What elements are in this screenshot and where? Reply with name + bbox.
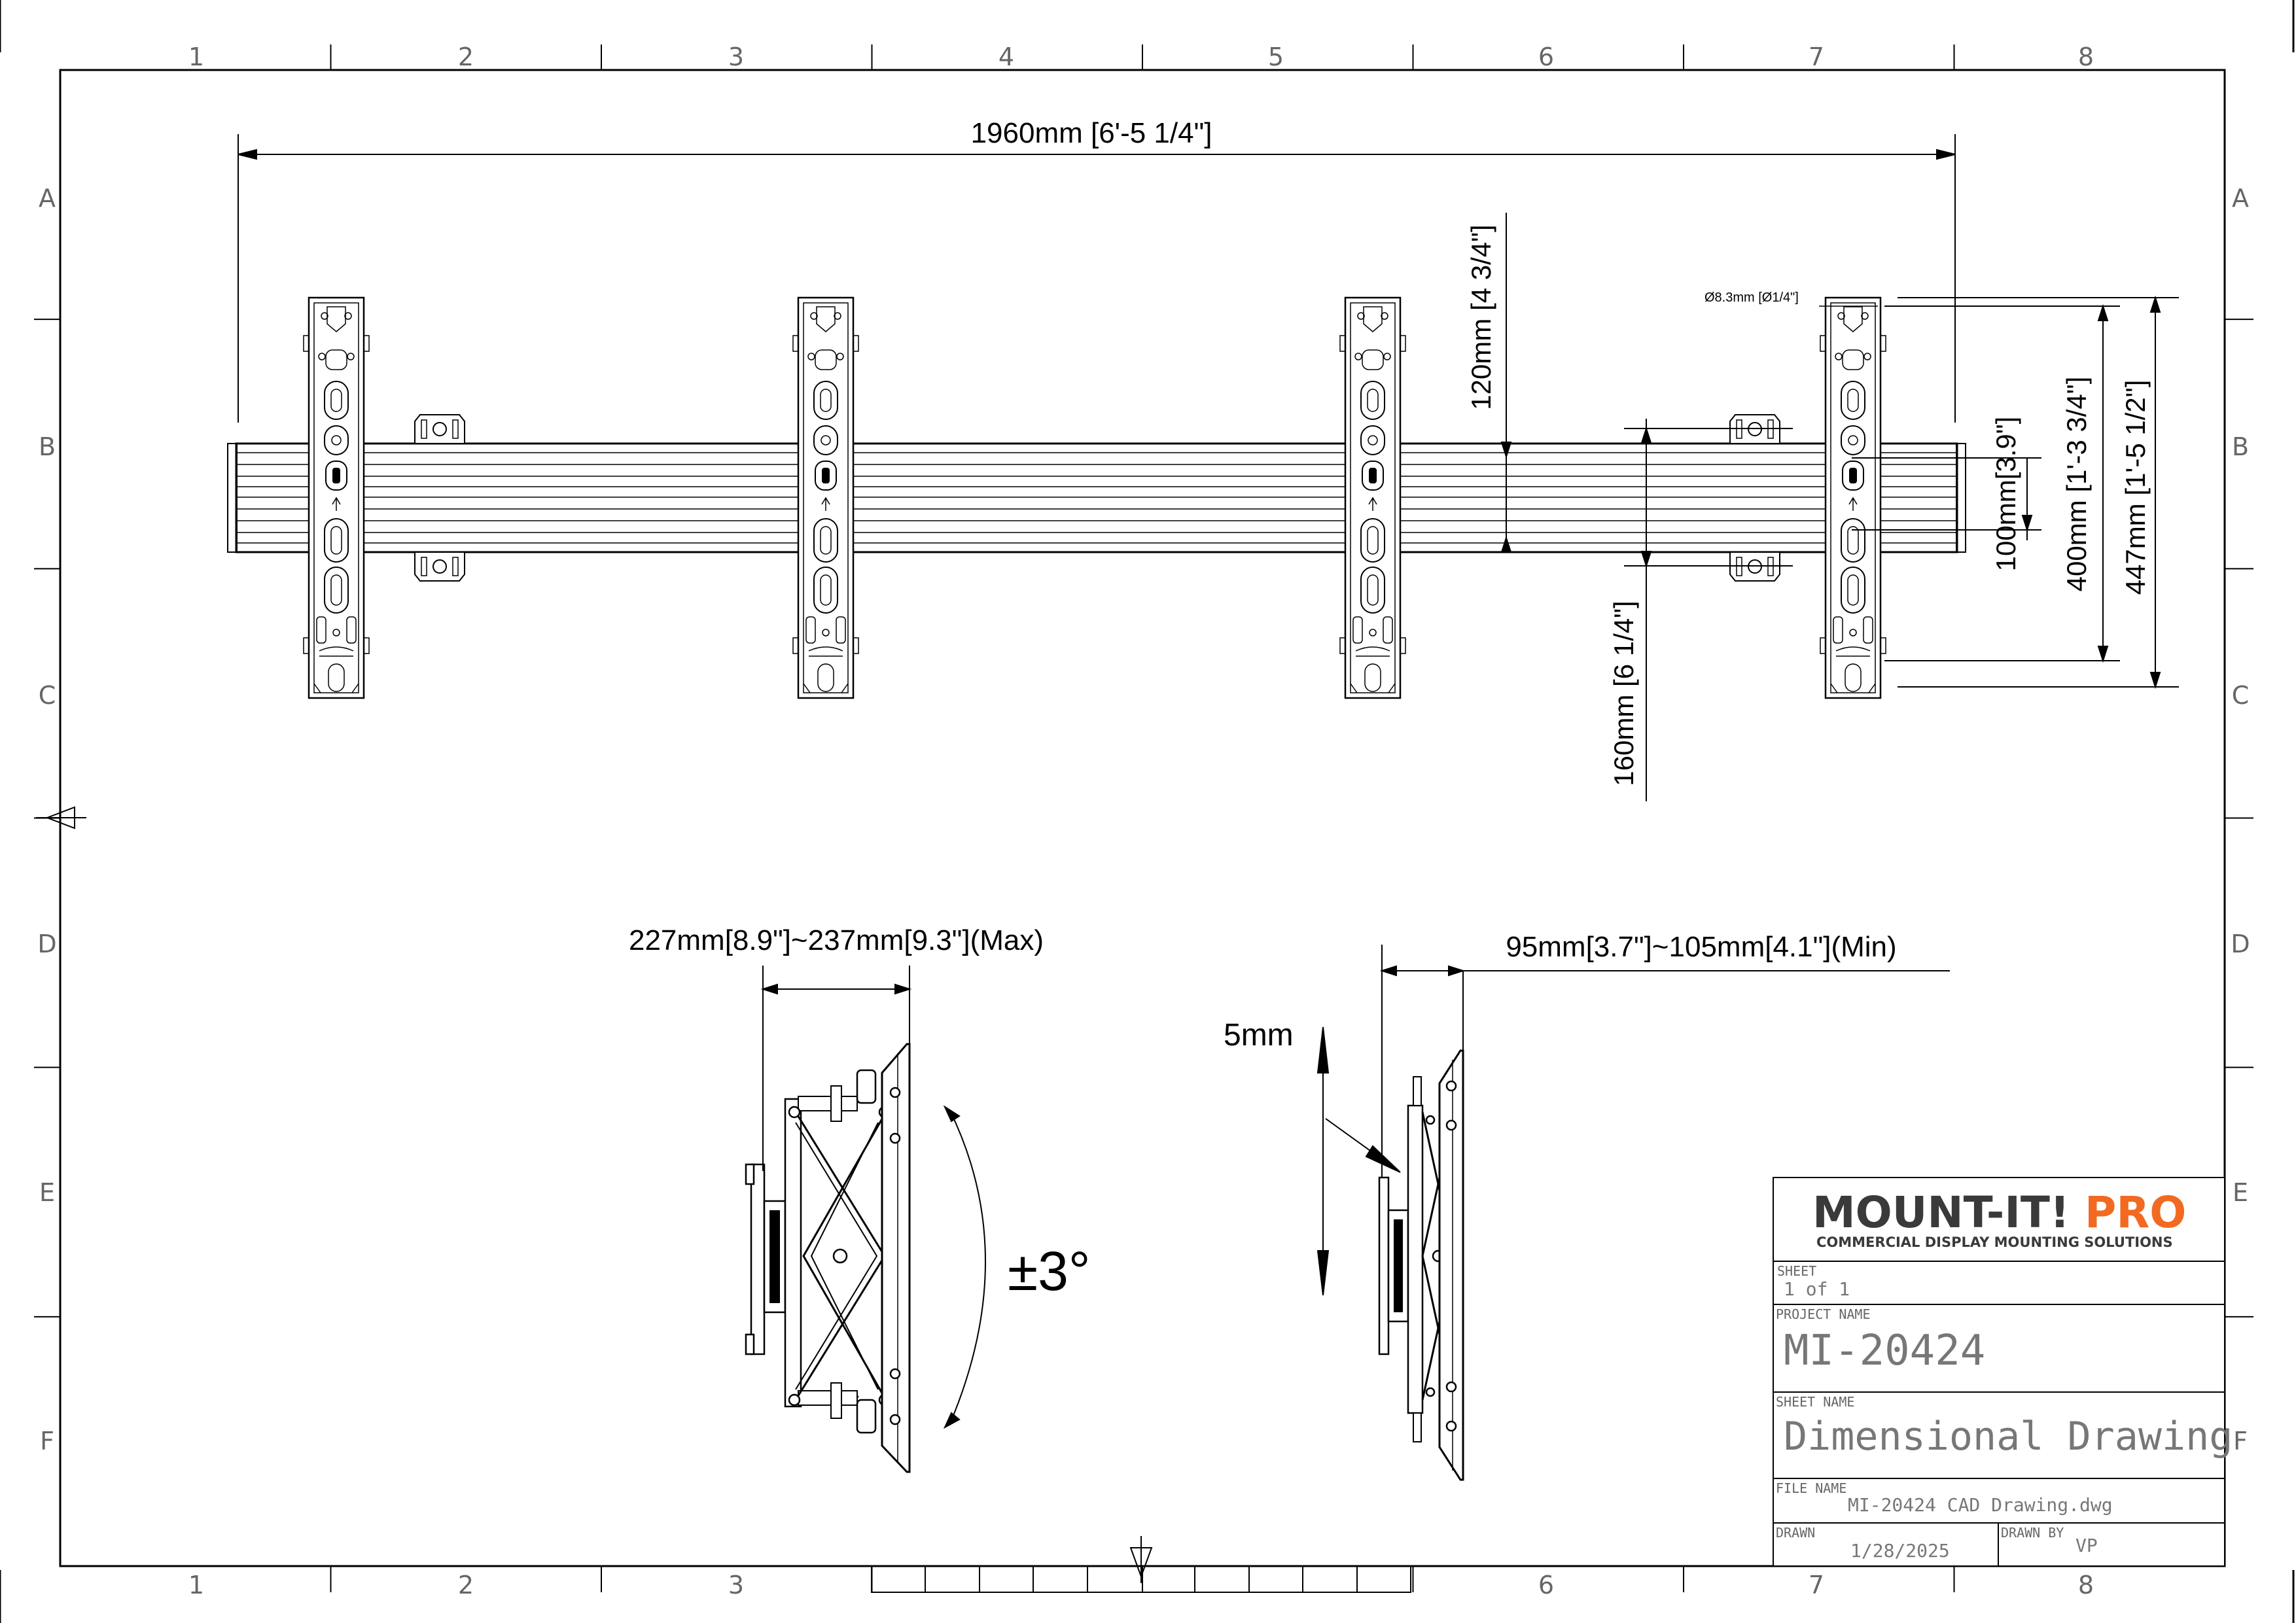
grid-col-8: 8: [2077, 43, 2094, 71]
grid-row-f: F: [40, 1427, 54, 1456]
grid-col-4: 4: [998, 43, 1015, 71]
overall-width-label: 1960mm [6'-5 1/4"]: [970, 117, 1212, 149]
grid-col-7: 7: [1808, 1571, 1825, 1599]
sheet-name-value: Dimensional Drawing: [1784, 1414, 2233, 1459]
grid-col-3: 3: [728, 1571, 745, 1599]
vertical-bracket: [793, 298, 858, 698]
grid-row-d: D: [37, 930, 57, 958]
grid-row-d: D: [2231, 930, 2250, 958]
front-view: [228, 298, 1966, 698]
sheet-value: 1 of 1: [1784, 1278, 1850, 1300]
sheet-caption: SHEET: [1777, 1263, 1817, 1279]
drawn-date-value: 1/28/2025: [1850, 1540, 1950, 1562]
grid-col-6: 6: [1538, 43, 1555, 71]
depth-max-label: 227mm[8.9"]~237mm[9.3"](Max): [628, 924, 1044, 956]
grid-col-2: 2: [457, 43, 474, 71]
grid-row-e: E: [39, 1178, 56, 1207]
bracket-height-label: 447mm [1'-5 1/2"]: [2120, 379, 2151, 595]
vertical-bracket: [304, 298, 369, 698]
drawn-caption: DRAWN: [1776, 1525, 1816, 1541]
grid-col-7: 7: [1808, 43, 1825, 71]
grid-col-6: 6: [1538, 1571, 1555, 1599]
hole-diameter-label: Ø8.3mm [Ø1/4"]: [1704, 290, 1799, 305]
file-name-value: MI-20424 CAD Drawing.dwg: [1848, 1494, 2113, 1516]
side-view-max-extension: [746, 1044, 910, 1472]
drawn-by-value: VP: [2075, 1535, 2098, 1556]
brand-accent: PRO: [2085, 1187, 2187, 1238]
title-block: [1773, 1178, 2233, 1566]
dimension-labels-side-max: [629, 924, 1090, 1302]
depth-min-label: 95mm[3.7"]~105mm[4.1"](Min): [1506, 931, 1897, 963]
grid-col-8: 8: [2077, 1571, 2094, 1599]
micro-adjust-label: 5mm: [1224, 1018, 1294, 1053]
vertical-bracket: [1820, 298, 1886, 698]
project-name-caption: PROJECT NAME: [1776, 1306, 1871, 1322]
grid-col-3: 3: [728, 43, 745, 71]
rail-clip: [415, 552, 465, 581]
vertical-bracket: [1340, 298, 1405, 698]
sheet-name-caption: SHEET NAME: [1776, 1394, 1855, 1410]
grid-col-1: 1: [188, 43, 205, 71]
grid-column-labels-top: [188, 43, 2094, 71]
drawn-by-caption: DRAWN BY: [2001, 1525, 2064, 1541]
grid-row-f: F: [2233, 1427, 2248, 1456]
grid-col-2: 2: [457, 1571, 474, 1599]
brand-tagline: COMMERCIAL DISPLAY MOUNTING SOLUTIONS: [1816, 1234, 2173, 1250]
lower-offset-label: 160mm [6 1/4"]: [1608, 601, 1639, 786]
grid-row-e: E: [2232, 1178, 2249, 1207]
grid-col-5: 5: [1267, 43, 1284, 71]
grid-row-b: B: [2231, 432, 2250, 461]
grid-col-1: 1: [188, 1571, 205, 1599]
company-logo: [1812, 1187, 2186, 1250]
grid-row-a: A: [2232, 184, 2249, 213]
grid-row-b: B: [38, 432, 56, 461]
rail-clip: [415, 415, 465, 444]
grid-row-a: A: [39, 184, 56, 213]
side-view-min-extension: [1379, 1051, 1463, 1480]
hole-span-label: 400mm [1'-3 3/4"]: [2061, 376, 2092, 592]
dimension-labels-side-min: [1224, 931, 1897, 1053]
bracket-spacing-label: 120mm [4 3/4"]: [1466, 224, 1496, 410]
tilt-label: ±3°: [1008, 1240, 1091, 1302]
centering-mark-bottom: [1131, 1536, 1152, 1583]
project-name-value: MI-20424: [1784, 1327, 1986, 1375]
file-name-caption: FILE NAME: [1776, 1480, 1847, 1496]
brand-name: MOUNT-IT!: [1812, 1187, 2070, 1238]
horizontal-rail: [228, 444, 1966, 552]
rail-height-label: 100mm[3.9"]: [1990, 416, 2021, 572]
grid-row-c: C: [38, 681, 56, 710]
grid-row-c: C: [2231, 681, 2250, 710]
